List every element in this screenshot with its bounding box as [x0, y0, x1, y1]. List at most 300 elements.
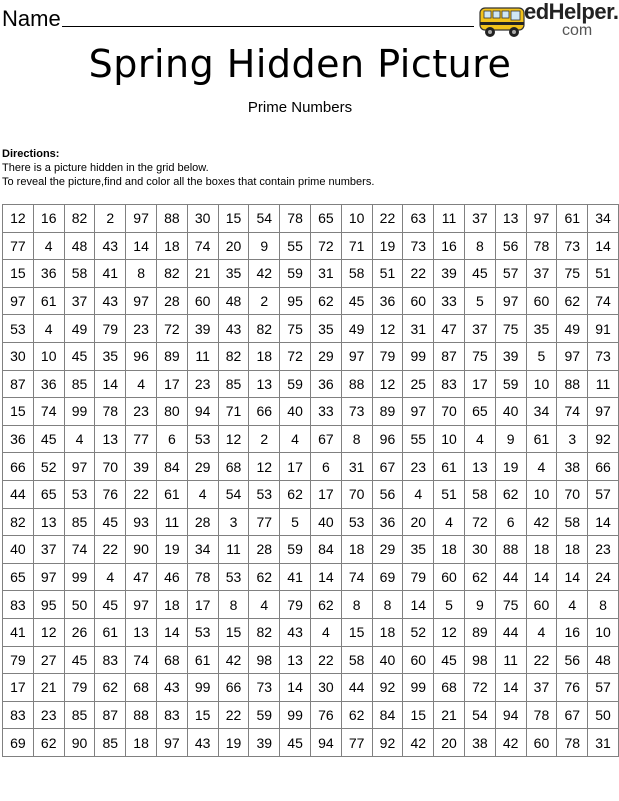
grid-cell[interactable]: 70 [341, 480, 372, 508]
grid-cell[interactable]: 40 [372, 646, 403, 674]
grid-cell[interactable]: 39 [495, 342, 526, 370]
grid-cell[interactable]: 23 [187, 370, 218, 398]
grid-cell[interactable]: 49 [341, 315, 372, 343]
grid-cell[interactable]: 82 [156, 260, 187, 288]
grid-cell[interactable]: 37 [464, 205, 495, 233]
grid-cell[interactable]: 38 [464, 729, 495, 757]
grid-cell[interactable]: 35 [95, 342, 126, 370]
grid-cell[interactable]: 82 [249, 618, 280, 646]
grid-cell[interactable]: 42 [526, 508, 557, 536]
grid-cell[interactable]: 22 [126, 480, 157, 508]
grid-cell[interactable]: 17 [280, 453, 311, 481]
grid-cell[interactable]: 45 [95, 508, 126, 536]
grid-cell[interactable]: 84 [372, 701, 403, 729]
grid-cell[interactable]: 88 [495, 536, 526, 564]
grid-cell[interactable]: 14 [588, 232, 619, 260]
grid-cell[interactable]: 69 [3, 729, 34, 757]
grid-cell[interactable]: 10 [434, 425, 465, 453]
grid-cell[interactable]: 74 [64, 536, 95, 564]
grid-cell[interactable]: 9 [249, 232, 280, 260]
grid-cell[interactable]: 44 [495, 563, 526, 591]
grid-cell[interactable]: 14 [280, 674, 311, 702]
grid-cell[interactable]: 34 [187, 536, 218, 564]
grid-cell[interactable]: 97 [64, 453, 95, 481]
grid-cell[interactable]: 49 [557, 315, 588, 343]
grid-cell[interactable]: 85 [95, 729, 126, 757]
grid-cell[interactable]: 35 [403, 536, 434, 564]
grid-cell[interactable]: 83 [156, 701, 187, 729]
grid-cell[interactable]: 48 [588, 646, 619, 674]
grid-cell[interactable]: 59 [495, 370, 526, 398]
grid-cell[interactable]: 19 [372, 232, 403, 260]
grid-cell[interactable]: 18 [126, 729, 157, 757]
grid-cell[interactable]: 73 [341, 398, 372, 426]
grid-cell[interactable]: 12 [218, 425, 249, 453]
grid-cell[interactable]: 22 [403, 260, 434, 288]
grid-cell[interactable]: 97 [156, 729, 187, 757]
grid-cell[interactable]: 13 [464, 453, 495, 481]
grid-cell[interactable]: 19 [156, 536, 187, 564]
grid-cell[interactable]: 58 [464, 480, 495, 508]
grid-cell[interactable]: 6 [495, 508, 526, 536]
grid-cell[interactable]: 43 [187, 729, 218, 757]
grid-cell[interactable]: 39 [187, 315, 218, 343]
grid-cell[interactable]: 97 [3, 287, 34, 315]
grid-cell[interactable]: 75 [495, 315, 526, 343]
grid-cell[interactable]: 68 [434, 674, 465, 702]
grid-cell[interactable]: 18 [249, 342, 280, 370]
grid-cell[interactable]: 59 [249, 701, 280, 729]
grid-cell[interactable]: 34 [526, 398, 557, 426]
grid-cell[interactable]: 5 [434, 591, 465, 619]
grid-cell[interactable]: 89 [372, 398, 403, 426]
grid-cell[interactable]: 28 [249, 536, 280, 564]
grid-cell[interactable]: 84 [156, 453, 187, 481]
grid-cell[interactable]: 77 [3, 232, 34, 260]
grid-cell[interactable]: 95 [280, 287, 311, 315]
grid-cell[interactable]: 85 [64, 701, 95, 729]
grid-cell[interactable]: 28 [187, 508, 218, 536]
grid-cell[interactable]: 83 [95, 646, 126, 674]
grid-cell[interactable]: 58 [64, 260, 95, 288]
grid-cell[interactable]: 39 [126, 453, 157, 481]
grid-cell[interactable]: 48 [218, 287, 249, 315]
grid-cell[interactable]: 92 [372, 674, 403, 702]
grid-cell[interactable]: 89 [156, 342, 187, 370]
grid-cell[interactable]: 22 [526, 646, 557, 674]
grid-cell[interactable]: 89 [464, 618, 495, 646]
grid-cell[interactable]: 18 [156, 591, 187, 619]
grid-cell[interactable]: 52 [33, 453, 64, 481]
grid-cell[interactable]: 10 [33, 342, 64, 370]
grid-cell[interactable]: 37 [526, 674, 557, 702]
grid-cell[interactable]: 45 [95, 591, 126, 619]
grid-cell[interactable]: 61 [95, 618, 126, 646]
grid-cell[interactable]: 14 [495, 674, 526, 702]
grid-cell[interactable]: 60 [526, 729, 557, 757]
grid-cell[interactable]: 77 [249, 508, 280, 536]
grid-cell[interactable]: 60 [526, 287, 557, 315]
grid-cell[interactable]: 53 [341, 508, 372, 536]
grid-cell[interactable]: 51 [434, 480, 465, 508]
grid-cell[interactable]: 39 [434, 260, 465, 288]
grid-cell[interactable]: 36 [33, 260, 64, 288]
grid-cell[interactable]: 37 [64, 287, 95, 315]
grid-cell[interactable]: 98 [249, 646, 280, 674]
grid-cell[interactable]: 67 [310, 425, 341, 453]
grid-cell[interactable]: 60 [403, 646, 434, 674]
grid-cell[interactable]: 17 [156, 370, 187, 398]
grid-cell[interactable]: 41 [280, 563, 311, 591]
grid-cell[interactable]: 78 [280, 205, 311, 233]
grid-cell[interactable]: 4 [403, 480, 434, 508]
grid-cell[interactable]: 67 [557, 701, 588, 729]
grid-cell[interactable]: 75 [557, 260, 588, 288]
grid-cell[interactable]: 72 [280, 342, 311, 370]
grid-cell[interactable]: 18 [526, 536, 557, 564]
grid-cell[interactable]: 44 [341, 674, 372, 702]
grid-cell[interactable]: 14 [126, 232, 157, 260]
grid-cell[interactable]: 74 [187, 232, 218, 260]
grid-cell[interactable]: 8 [372, 591, 403, 619]
grid-cell[interactable]: 96 [372, 425, 403, 453]
grid-cell[interactable]: 95 [33, 591, 64, 619]
grid-cell[interactable]: 99 [187, 674, 218, 702]
grid-cell[interactable]: 42 [403, 729, 434, 757]
grid-cell[interactable]: 70 [434, 398, 465, 426]
grid-cell[interactable]: 11 [588, 370, 619, 398]
grid-cell[interactable]: 20 [434, 729, 465, 757]
grid-cell[interactable]: 82 [3, 508, 34, 536]
grid-cell[interactable]: 57 [588, 674, 619, 702]
grid-cell[interactable]: 62 [95, 674, 126, 702]
grid-cell[interactable]: 51 [588, 260, 619, 288]
grid-cell[interactable]: 74 [341, 563, 372, 591]
grid-cell[interactable]: 33 [434, 287, 465, 315]
grid-cell[interactable]: 62 [341, 701, 372, 729]
grid-cell[interactable]: 94 [187, 398, 218, 426]
grid-cell[interactable]: 15 [3, 260, 34, 288]
grid-cell[interactable]: 15 [187, 701, 218, 729]
grid-cell[interactable]: 43 [95, 287, 126, 315]
grid-cell[interactable]: 37 [464, 315, 495, 343]
grid-cell[interactable]: 97 [126, 591, 157, 619]
grid-cell[interactable]: 36 [372, 508, 403, 536]
grid-cell[interactable]: 66 [3, 453, 34, 481]
grid-cell[interactable]: 68 [126, 674, 157, 702]
grid-cell[interactable]: 4 [249, 591, 280, 619]
grid-cell[interactable]: 12 [33, 618, 64, 646]
grid-cell[interactable]: 53 [64, 480, 95, 508]
grid-cell[interactable]: 61 [33, 287, 64, 315]
grid-cell[interactable]: 58 [341, 646, 372, 674]
grid-cell[interactable]: 90 [64, 729, 95, 757]
grid-cell[interactable]: 60 [434, 563, 465, 591]
grid-cell[interactable]: 76 [95, 480, 126, 508]
grid-cell[interactable]: 43 [280, 618, 311, 646]
grid-cell[interactable]: 11 [495, 646, 526, 674]
grid-cell[interactable]: 60 [403, 287, 434, 315]
grid-cell[interactable]: 43 [218, 315, 249, 343]
grid-cell[interactable]: 65 [33, 480, 64, 508]
grid-cell[interactable]: 62 [310, 591, 341, 619]
grid-cell[interactable]: 36 [33, 370, 64, 398]
grid-cell[interactable]: 3 [218, 508, 249, 536]
grid-cell[interactable]: 9 [495, 425, 526, 453]
grid-cell[interactable]: 12 [434, 618, 465, 646]
grid-cell[interactable]: 59 [280, 370, 311, 398]
grid-cell[interactable]: 94 [310, 729, 341, 757]
grid-cell[interactable]: 93 [126, 508, 157, 536]
grid-cell[interactable]: 12 [372, 315, 403, 343]
grid-cell[interactable]: 40 [3, 536, 34, 564]
grid-cell[interactable]: 82 [218, 342, 249, 370]
grid-cell[interactable]: 30 [187, 205, 218, 233]
grid-cell[interactable]: 10 [341, 205, 372, 233]
grid-cell[interactable]: 47 [126, 563, 157, 591]
grid-cell[interactable]: 88 [341, 370, 372, 398]
grid-cell[interactable]: 45 [64, 342, 95, 370]
grid-cell[interactable]: 74 [33, 398, 64, 426]
grid-cell[interactable]: 16 [33, 205, 64, 233]
grid-cell[interactable]: 85 [64, 508, 95, 536]
grid-cell[interactable]: 17 [3, 674, 34, 702]
grid-cell[interactable]: 54 [464, 701, 495, 729]
grid-cell[interactable]: 90 [126, 536, 157, 564]
grid-cell[interactable]: 44 [495, 618, 526, 646]
grid-cell[interactable]: 88 [557, 370, 588, 398]
grid-cell[interactable]: 84 [310, 536, 341, 564]
grid-cell[interactable]: 8 [218, 591, 249, 619]
grid-cell[interactable]: 10 [588, 618, 619, 646]
grid-cell[interactable]: 44 [3, 480, 34, 508]
grid-cell[interactable]: 45 [434, 646, 465, 674]
grid-cell[interactable]: 11 [156, 508, 187, 536]
grid-cell[interactable]: 85 [218, 370, 249, 398]
grid-cell[interactable]: 13 [495, 205, 526, 233]
grid-cell[interactable]: 13 [126, 618, 157, 646]
grid-cell[interactable]: 74 [126, 646, 157, 674]
grid-cell[interactable]: 35 [310, 315, 341, 343]
grid-cell[interactable]: 37 [33, 536, 64, 564]
grid-cell[interactable]: 31 [403, 315, 434, 343]
grid-cell[interactable]: 97 [495, 287, 526, 315]
grid-cell[interactable]: 78 [95, 398, 126, 426]
grid-cell[interactable]: 46 [156, 563, 187, 591]
grid-cell[interactable]: 34 [588, 205, 619, 233]
grid-cell[interactable]: 4 [526, 453, 557, 481]
grid-cell[interactable]: 2 [249, 425, 280, 453]
grid-cell[interactable]: 15 [3, 398, 34, 426]
grid-cell[interactable]: 53 [218, 563, 249, 591]
grid-cell[interactable]: 21 [33, 674, 64, 702]
grid-cell[interactable]: 23 [33, 701, 64, 729]
grid-cell[interactable]: 23 [126, 315, 157, 343]
grid-cell[interactable]: 62 [33, 729, 64, 757]
grid-cell[interactable]: 19 [495, 453, 526, 481]
grid-cell[interactable]: 77 [341, 729, 372, 757]
grid-cell[interactable]: 22 [95, 536, 126, 564]
grid-cell[interactable]: 75 [464, 342, 495, 370]
grid-cell[interactable]: 37 [526, 260, 557, 288]
grid-cell[interactable]: 45 [64, 646, 95, 674]
grid-cell[interactable]: 97 [557, 342, 588, 370]
grid-cell[interactable]: 14 [526, 563, 557, 591]
grid-cell[interactable]: 53 [3, 315, 34, 343]
grid-cell[interactable]: 66 [588, 453, 619, 481]
grid-cell[interactable]: 12 [3, 205, 34, 233]
grid-cell[interactable]: 45 [33, 425, 64, 453]
grid-cell[interactable]: 4 [526, 618, 557, 646]
grid-cell[interactable]: 58 [341, 260, 372, 288]
grid-cell[interactable]: 4 [310, 618, 341, 646]
grid-cell[interactable]: 72 [464, 674, 495, 702]
grid-cell[interactable]: 55 [403, 425, 434, 453]
grid-cell[interactable]: 16 [434, 232, 465, 260]
grid-cell[interactable]: 88 [126, 701, 157, 729]
grid-cell[interactable]: 17 [464, 370, 495, 398]
grid-cell[interactable]: 4 [64, 425, 95, 453]
grid-cell[interactable]: 4 [126, 370, 157, 398]
grid-cell[interactable]: 61 [434, 453, 465, 481]
grid-cell[interactable]: 82 [64, 205, 95, 233]
grid-cell[interactable]: 42 [218, 646, 249, 674]
grid-cell[interactable]: 76 [310, 701, 341, 729]
grid-cell[interactable]: 80 [156, 398, 187, 426]
grid-cell[interactable]: 73 [403, 232, 434, 260]
grid-cell[interactable]: 18 [341, 536, 372, 564]
grid-cell[interactable]: 12 [249, 453, 280, 481]
grid-cell[interactable]: 23 [126, 398, 157, 426]
grid-cell[interactable]: 61 [156, 480, 187, 508]
grid-cell[interactable]: 18 [156, 232, 187, 260]
grid-cell[interactable]: 10 [526, 370, 557, 398]
grid-cell[interactable]: 20 [403, 508, 434, 536]
grid-cell[interactable]: 13 [95, 425, 126, 453]
grid-cell[interactable]: 48 [64, 232, 95, 260]
grid-cell[interactable]: 38 [557, 453, 588, 481]
grid-cell[interactable]: 24 [588, 563, 619, 591]
grid-cell[interactable]: 42 [249, 260, 280, 288]
grid-cell[interactable]: 33 [310, 398, 341, 426]
grid-cell[interactable]: 8 [341, 591, 372, 619]
grid-cell[interactable]: 71 [341, 232, 372, 260]
grid-cell[interactable]: 97 [33, 563, 64, 591]
grid-cell[interactable]: 14 [95, 370, 126, 398]
grid-cell[interactable]: 62 [464, 563, 495, 591]
grid-cell[interactable]: 88 [156, 205, 187, 233]
grid-cell[interactable]: 23 [403, 453, 434, 481]
grid-cell[interactable]: 99 [403, 342, 434, 370]
grid-cell[interactable]: 83 [3, 701, 34, 729]
grid-cell[interactable]: 4 [464, 425, 495, 453]
grid-cell[interactable]: 18 [372, 618, 403, 646]
grid-cell[interactable]: 68 [156, 646, 187, 674]
grid-cell[interactable]: 62 [280, 480, 311, 508]
grid-cell[interactable]: 20 [218, 232, 249, 260]
grid-cell[interactable]: 62 [557, 287, 588, 315]
grid-cell[interactable]: 4 [434, 508, 465, 536]
grid-cell[interactable]: 65 [310, 205, 341, 233]
grid-cell[interactable]: 72 [464, 508, 495, 536]
grid-cell[interactable]: 14 [588, 508, 619, 536]
grid-cell[interactable]: 99 [64, 398, 95, 426]
grid-cell[interactable]: 29 [187, 453, 218, 481]
grid-cell[interactable]: 62 [249, 563, 280, 591]
grid-cell[interactable]: 54 [249, 205, 280, 233]
grid-cell[interactable]: 73 [588, 342, 619, 370]
grid-cell[interactable]: 28 [156, 287, 187, 315]
grid-cell[interactable]: 59 [280, 536, 311, 564]
grid-cell[interactable]: 6 [156, 425, 187, 453]
grid-cell[interactable]: 51 [372, 260, 403, 288]
grid-cell[interactable]: 11 [187, 342, 218, 370]
grid-cell[interactable]: 53 [187, 618, 218, 646]
grid-cell[interactable]: 97 [126, 287, 157, 315]
grid-cell[interactable]: 40 [280, 398, 311, 426]
grid-cell[interactable]: 30 [464, 536, 495, 564]
name-input-line[interactable] [62, 26, 474, 27]
grid-cell[interactable]: 75 [280, 315, 311, 343]
grid-cell[interactable]: 4 [280, 425, 311, 453]
grid-cell[interactable]: 11 [434, 205, 465, 233]
grid-cell[interactable]: 4 [33, 315, 64, 343]
grid-cell[interactable]: 78 [526, 232, 557, 260]
grid-cell[interactable]: 2 [249, 287, 280, 315]
grid-cell[interactable]: 87 [3, 370, 34, 398]
grid-cell[interactable]: 4 [557, 591, 588, 619]
grid-cell[interactable]: 22 [310, 646, 341, 674]
grid-cell[interactable]: 78 [526, 701, 557, 729]
grid-cell[interactable]: 8 [588, 591, 619, 619]
grid-cell[interactable]: 78 [557, 729, 588, 757]
grid-cell[interactable]: 45 [341, 287, 372, 315]
grid-cell[interactable]: 17 [310, 480, 341, 508]
grid-cell[interactable]: 56 [372, 480, 403, 508]
grid-cell[interactable]: 8 [464, 232, 495, 260]
grid-cell[interactable]: 57 [495, 260, 526, 288]
grid-cell[interactable]: 19 [218, 729, 249, 757]
grid-cell[interactable]: 2 [95, 205, 126, 233]
grid-cell[interactable]: 6 [310, 453, 341, 481]
grid-cell[interactable]: 18 [557, 536, 588, 564]
grid-cell[interactable]: 50 [64, 591, 95, 619]
grid-cell[interactable]: 76 [557, 674, 588, 702]
grid-cell[interactable]: 55 [280, 232, 311, 260]
grid-cell[interactable]: 31 [341, 453, 372, 481]
grid-cell[interactable]: 45 [280, 729, 311, 757]
grid-cell[interactable]: 85 [64, 370, 95, 398]
grid-cell[interactable]: 72 [310, 232, 341, 260]
grid-cell[interactable]: 50 [588, 701, 619, 729]
grid-cell[interactable]: 66 [249, 398, 280, 426]
grid-cell[interactable]: 66 [218, 674, 249, 702]
grid-cell[interactable]: 36 [3, 425, 34, 453]
grid-cell[interactable]: 5 [464, 287, 495, 315]
grid-cell[interactable]: 49 [64, 315, 95, 343]
grid-cell[interactable]: 31 [588, 729, 619, 757]
grid-cell[interactable]: 72 [156, 315, 187, 343]
grid-cell[interactable]: 70 [557, 480, 588, 508]
grid-cell[interactable]: 41 [95, 260, 126, 288]
grid-cell[interactable]: 79 [95, 315, 126, 343]
grid-cell[interactable]: 16 [557, 618, 588, 646]
edhelper-logo[interactable] [478, 0, 619, 44]
grid-cell[interactable]: 11 [218, 536, 249, 564]
grid-cell[interactable]: 53 [249, 480, 280, 508]
grid-cell[interactable]: 65 [3, 563, 34, 591]
grid-cell[interactable]: 8 [341, 425, 372, 453]
